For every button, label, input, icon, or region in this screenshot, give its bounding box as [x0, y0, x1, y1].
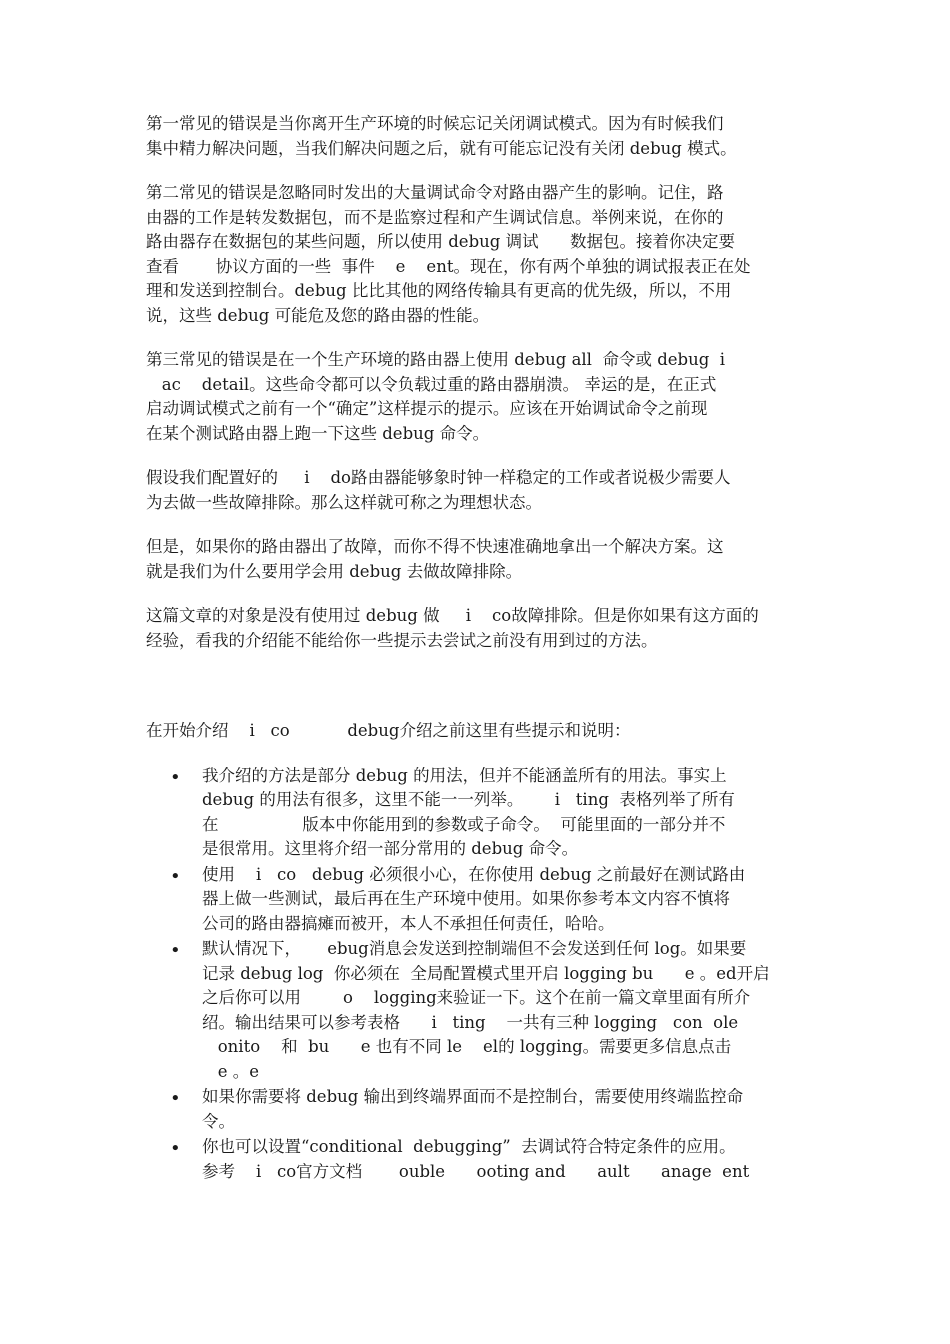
list-item-line: 参考 i co官方文档 ouble ooting and ault anage ent [202, 1161, 750, 1181]
paragraph [146, 181, 816, 328]
list-item-line: 使用 i co debug 必须很小心，在你使用 debug 之前最好在测试路由 [202, 864, 746, 884]
paragraph-line: 由器的工作是转发数据包，而不是监察过程和产生调试信息。举例来说，在你的 [146, 207, 724, 227]
list-item [146, 1085, 816, 1134]
paragraph-line: 第一常见的错误是当你离开生产环境的时候忘记关闭调试模式。因为有时候我们 [146, 114, 724, 133]
bullet-icon: • [170, 940, 181, 961]
paragraph [146, 112, 816, 161]
paragraph-line: 第三常见的错误是在一个生产环境的路由器上使用 debug all 命令或 debug i [146, 350, 726, 369]
paragraph-line: 经验，看我的介绍能不能给你一些提示去尝试之前没有用到过的方法。 [146, 630, 658, 650]
paragraph-line: 路由器存在数据包的某些问题，所以使用 debug 调试 数据包。接着你决定要 [146, 232, 736, 251]
list-item-line: 你也可以设置“conditional debugging” 去调试符合特定条件的应用。 [202, 1137, 736, 1156]
paragraph-line: 理和发送到控制台。debug 比比其他的网络传输具有更高的优先级，所以，不用 [146, 281, 732, 300]
paragraph-line: 启动调试模式之前有一个“确定”这样提示的提示。应该在开始调试命令之前现 [146, 399, 708, 418]
list-item [146, 863, 816, 937]
paragraph [146, 604, 816, 653]
paragraph-line: 查看 协议方面的一些 事件 e ent。现在，你有两个单独的调试报表正在处 [146, 256, 751, 276]
list-item-line: 如果你需要将 debug 输出到终端界面而不是控制台，需要使用终端监控命 [202, 1087, 744, 1106]
paragraph-line: 为去做一些故障排除。那么这样就可称之为理想状态。 [146, 492, 542, 512]
list-item-line: onito 和 bu e 也有不同 le el的 logging。需要更多信息点击 [202, 1037, 732, 1056]
paragraph-line: ac detail。这些命令都可以令负载过重的路由器崩溃。 幸运的是，在正式 [146, 374, 717, 394]
body-paragraphs [146, 112, 816, 653]
tips-list [146, 764, 816, 1185]
paragraph-line: 就是我们为什么要用学会用 debug 去做故障排除。 [146, 561, 523, 581]
list-item-line: 公司的路由器搞瘫而被开，本人不承担任何责任，哈哈。 [202, 913, 615, 933]
bullet-icon: • [170, 865, 181, 887]
list-item-line: 默认情况下， ebug消息会发送到控制端但不会发送到任何 log。如果要 [202, 939, 747, 958]
list-item-line: 之后你可以用 o logging来验证一下。这个在前一篇文章里面有所介 [202, 988, 751, 1007]
list-item-line: 令。 [202, 1111, 235, 1131]
list-item-line: 在 版本中你能用到的参数或子命令。 可能里面的一部分并不 [202, 814, 726, 834]
list-item-line: 我介绍的方法是部分 debug 的用法，但并不能涵盖所有的用法。事实上 [202, 765, 727, 785]
paragraph-line: 假设我们配置好的 i do路由器能够象时钟一样稳定的工作或者说极少需要人 [146, 468, 731, 487]
list-item-line: e 。e [202, 1061, 260, 1081]
paragraph [146, 348, 816, 446]
list-item-line: debug 的用法有很多，这里不能一一列举。 i ting 表格列举了所有 [202, 790, 735, 809]
list-item-line: 绍。输出结果可以参考表格 i ting 一共有三种 logging con ole [202, 1012, 739, 1032]
list-item [146, 1135, 816, 1184]
paragraph [146, 535, 816, 584]
document-page [146, 112, 816, 1185]
paragraph [146, 466, 816, 515]
intro-line: 在开始介绍 i co debug介绍之前这里有些提示和说明： [146, 721, 631, 740]
paragraph-line: 这篇文章的对象是没有使用过 debug 做 i co故障排除。但是你如果有这方面的 [146, 606, 759, 625]
paragraph-line: 说，这些 debug 可能危及您的路由器的性能。 [146, 305, 490, 325]
bullet-icon: • [170, 1138, 181, 1159]
paragraph-line: 但是，如果你的路由器出了故障，而你不得不快速准确地拿出一个解决方案。这 [146, 537, 724, 556]
paragraph-line: 集中精力解决问题，当我们解决问题之后，就有可能忘记没有关闭 debug 模式。 [146, 138, 737, 158]
paragraph-line: 在某个测试路由器上跑一下这些 debug 命令。 [146, 423, 490, 443]
bullet-icon: • [170, 1088, 181, 1109]
list-item-line: 记录 debug log 你必须在 全局配置模式里开启 logging bu e 。ed开启 [202, 963, 770, 983]
bullet-icon: • [170, 766, 181, 788]
list-item [146, 937, 816, 1084]
paragraph-line: 第二常见的错误是忽略同时发出的大量调试命令对路由器产生的影响。记住，路 [146, 183, 724, 202]
list-item [146, 764, 816, 862]
list-item-line: 是很常用。这里将介绍一部分常用的 debug 命令。 [202, 839, 579, 858]
list-item-line: 器上做一些测试，最后再在生产环境中使用。如果你参考本文内容不慎将 [202, 889, 730, 908]
